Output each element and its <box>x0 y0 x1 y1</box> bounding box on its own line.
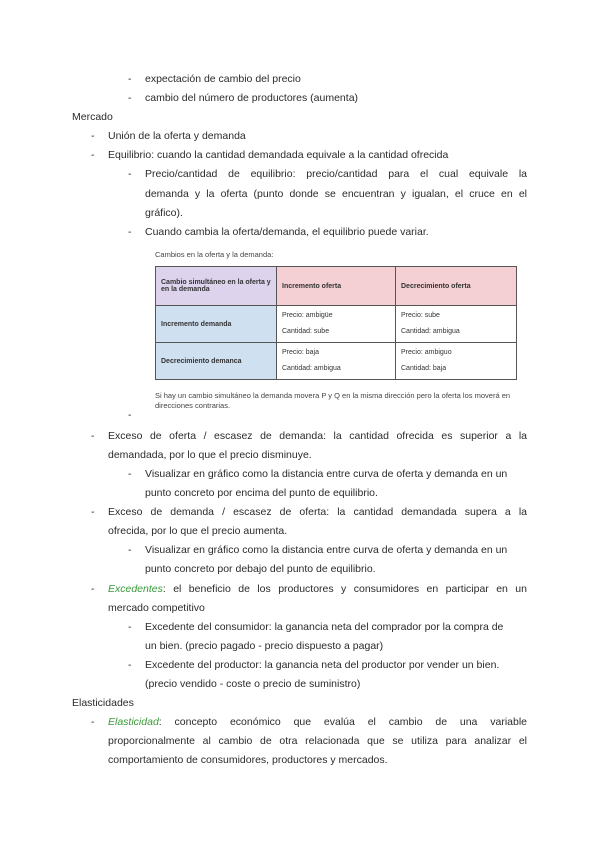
excedente-consumidor-line-1: Excedente del consumidor: la ganancia neta del comprador por la compra de <box>145 621 504 633</box>
cell-precio: Precio: baja <box>282 349 319 356</box>
table-cell <box>277 343 396 380</box>
table-caption: Cambios en la oferta y la demanda: <box>155 250 274 259</box>
table-note: Si hay un cambio simultáneo la demanda movera P y Q en la misma dirección pero la oferta los moverá en direcciones contrarias. <box>155 391 511 410</box>
precio-equilibrio-line-3: gráfico). <box>145 207 183 219</box>
elasticidad-term: Elasticidad <box>108 716 159 728</box>
bullet-dash: - <box>128 73 132 85</box>
bullet-dash: - <box>128 659 132 671</box>
bullet-dash: - <box>91 130 95 142</box>
excedente-consumidor-line-2: un bien. (precio pagado - precio dispuesto a pagar) <box>145 640 384 652</box>
bullet-dash: - <box>128 168 132 180</box>
section-mercado: Mercado <box>72 111 113 123</box>
excedentes-line-2: mercado competitivo <box>108 602 205 614</box>
cell-cantidad: Cantidad: ambigua <box>401 328 460 335</box>
bullet-dash: - <box>91 430 95 442</box>
precio-equilibrio-line-1: Precio/cantidad de equilibrio: precio/cantidad para el cual equivale la <box>145 168 527 180</box>
bullet-dash: - <box>128 468 132 480</box>
excedentes-term: Excedentes <box>108 583 163 595</box>
excedentes-line-1 <box>108 582 527 596</box>
elasticidad-line-1 <box>108 715 527 729</box>
section-elasticidades: Elasticidades <box>72 697 134 709</box>
exceso-demanda-line-2: ofrecida, por lo que el precio aumenta. <box>108 525 288 537</box>
table-cell <box>396 306 517 343</box>
excedentes-definition: : el beneficio de los productores y consumidores en participar en un <box>162 583 527 595</box>
supply-demand-table <box>155 266 517 380</box>
table-header-incremento-oferta: Incremento oferta <box>277 267 396 306</box>
excedente-productor-line-1: Excedente del productor: la ganancia neta del productor por vender un bien. <box>145 659 500 671</box>
elasticidad-line-3: comportamiento de consumidores, productores y mercados. <box>108 754 388 766</box>
table-header-corner: Cambio simultáneo en la oferta y en la demanda <box>156 267 277 306</box>
bullet-dash: - <box>128 621 132 633</box>
row-label-decrecimiento-demanda: Decrecimiento demanca <box>156 343 277 380</box>
bullet-dash: - <box>128 226 132 238</box>
elasticidad-line-2: proporcionalmente al cambio de otra relacionada que se utiliza para analizar el <box>108 735 527 747</box>
bullet-union: Unión de la oferta y demanda <box>108 130 246 142</box>
visualizar-1-line-1: Visualizar en gráfico como la distancia entre curva de oferta y demanda en un <box>145 468 508 480</box>
precio-equilibrio-line-2: demanda y la oferta (punto donde se encuentran y igualan, el cruce en el <box>145 188 527 200</box>
bullet-equilibrio: Equilibrio: cuando la cantidad demandada equivale a la cantidad ofrecida <box>108 149 449 161</box>
bullet-dash: - <box>128 409 132 421</box>
bullet-dash: - <box>128 544 132 556</box>
excedente-productor-line-2: (precio vendido - coste o precio de suministro) <box>145 678 361 690</box>
bullet-expectacion: expectación de cambio del precio <box>145 73 301 85</box>
bullet-dash: - <box>91 149 95 161</box>
table-cell <box>277 306 396 343</box>
elasticidad-definition: : concepto económico que evalúa el cambio de una variable <box>158 716 527 728</box>
cell-precio: Precio: ambiguo <box>401 349 452 356</box>
bullet-dash: - <box>91 716 95 728</box>
bullet-dash: - <box>91 506 95 518</box>
row-label-incremento-demanda: Incremento demanda <box>156 306 277 343</box>
table-cell <box>396 343 517 380</box>
bullet-cuando-cambia: Cuando cambia la oferta/demanda, el equilibrio puede variar. <box>145 226 429 238</box>
bullet-dash: - <box>91 583 95 595</box>
exceso-oferta-line-2: demandada, por lo que el precio disminuye. <box>108 449 312 461</box>
bullet-dash: - <box>128 92 132 104</box>
visualizar-2-line-2: punto concreto por debajo del punto de equilibrio. <box>145 563 376 575</box>
cell-cantidad: Cantidad: sube <box>282 328 330 335</box>
cell-cantidad: Cantidad: baja <box>401 365 447 372</box>
table-header-decrecimiento-oferta: Decrecimiento oferta <box>396 267 517 306</box>
visualizar-2-line-1: Visualizar en gráfico como la distancia entre curva de oferta y demanda en un <box>145 544 508 556</box>
visualizar-1-line-2: punto concreto por encima del punto de equilibrio. <box>145 487 378 499</box>
table-row <box>156 343 517 380</box>
cell-cantidad: Cantidad: ambigua <box>282 365 341 372</box>
bullet-productores: cambio del número de productores (aumenta) <box>145 92 359 104</box>
exceso-oferta-line-1: Exceso de oferta / escasez de demanda: la cantidad ofrecida es superior a la <box>108 430 527 442</box>
cell-precio: Precio: ambigüe <box>282 312 333 319</box>
cell-precio: Precio: sube <box>401 312 440 319</box>
table-row <box>156 306 517 343</box>
exceso-demanda-line-1: Exceso de demanda / escasez de oferta: la cantidad demandada supera a la <box>108 506 527 518</box>
